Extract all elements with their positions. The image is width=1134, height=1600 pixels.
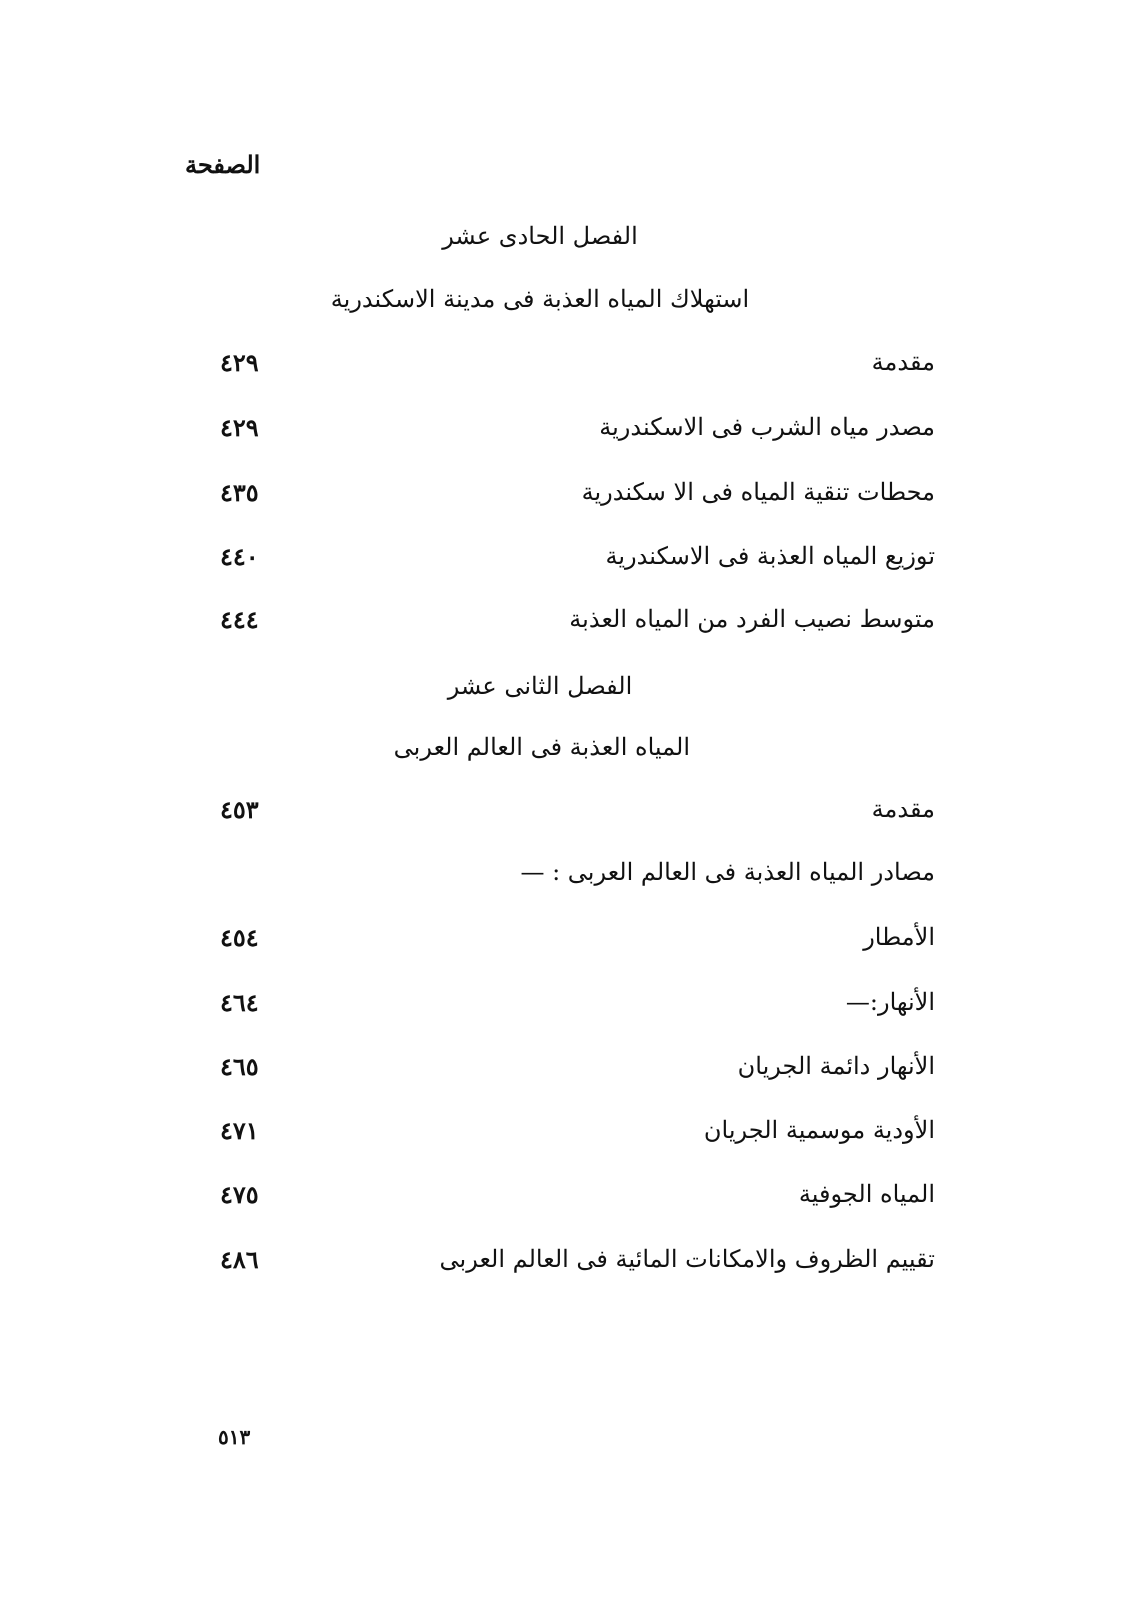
toc-entry — [220, 1052, 935, 1092]
chapter-11-subtitle: استهلاك المياه العذبة فى مدينة الاسكندرية — [330, 285, 750, 313]
toc-entry — [220, 348, 935, 388]
toc-entry — [220, 542, 935, 582]
toc-entry-page: ٤٧٥ — [220, 1180, 259, 1209]
chapter-12-subtitle: المياه العذبة فى العالم العربى — [393, 733, 690, 761]
toc-entry-page: ٤٤٠ — [220, 542, 259, 571]
toc-entry-title: مصادر المياه العذبة فى العالم العربى : — — [520, 858, 935, 886]
toc-entry-page: ٤٥٤ — [220, 923, 259, 952]
toc-entry — [220, 413, 935, 453]
toc-entry-title: المياه الجوفية — [798, 1180, 935, 1208]
toc-entry — [220, 605, 935, 645]
toc-entry — [220, 1116, 935, 1156]
toc-entry — [220, 988, 935, 1028]
toc-entry-page: ٤٧١ — [220, 1116, 259, 1145]
toc-entry-title: مقدمة — [871, 795, 935, 823]
toc-entry-page: ٤٦٤ — [220, 988, 259, 1017]
toc-entry-title: الأمطار — [863, 923, 935, 951]
toc-entry — [220, 795, 935, 835]
toc-entry-title: الأنهار دائمة الجريان — [737, 1052, 935, 1080]
toc-entry — [220, 1180, 935, 1220]
toc-entry-page: ٤٢٩ — [220, 413, 259, 442]
toc-entry-title: الأنهار:— — [845, 988, 935, 1016]
toc-entry — [220, 923, 935, 963]
chapter-12-title: الفصل الثانى عشر — [447, 672, 633, 700]
toc-entry-page: ٤٥٣ — [220, 795, 259, 824]
toc-entry — [220, 478, 935, 518]
toc-entry-title: متوسط نصيب الفرد من المياه العذبة — [569, 605, 935, 633]
toc-entry — [220, 1245, 935, 1285]
toc-entry-page: ٤٨٦ — [220, 1245, 259, 1274]
page-column-header: الصفحة — [185, 150, 261, 179]
chapter-11-title: الفصل الحادى عشر — [442, 222, 638, 250]
toc-entry-title: مقدمة — [871, 348, 935, 376]
toc-entry-title: مصدر مياه الشرب فى الاسكندرية — [599, 413, 935, 441]
toc-entry-page: ٤٣٥ — [220, 478, 259, 507]
toc-entry-title: الأودية موسمية الجريان — [703, 1116, 935, 1144]
page-number: ٥١٣ — [218, 1425, 251, 1449]
toc-entry-page: ٤٤٤ — [220, 605, 259, 634]
toc-entry-title: توزيع المياه العذبة فى الاسكندرية — [605, 542, 935, 570]
toc-entry-page: ٤٦٥ — [220, 1052, 259, 1081]
toc-entry-title: محطات تنقية المياه فى الا سكندرية — [581, 478, 935, 506]
toc-entry — [220, 858, 935, 898]
toc-entry-page: ٤٢٩ — [220, 348, 259, 377]
toc-entry-title: تقييم الظروف والامكانات المائية فى العالم العربى — [439, 1245, 935, 1273]
